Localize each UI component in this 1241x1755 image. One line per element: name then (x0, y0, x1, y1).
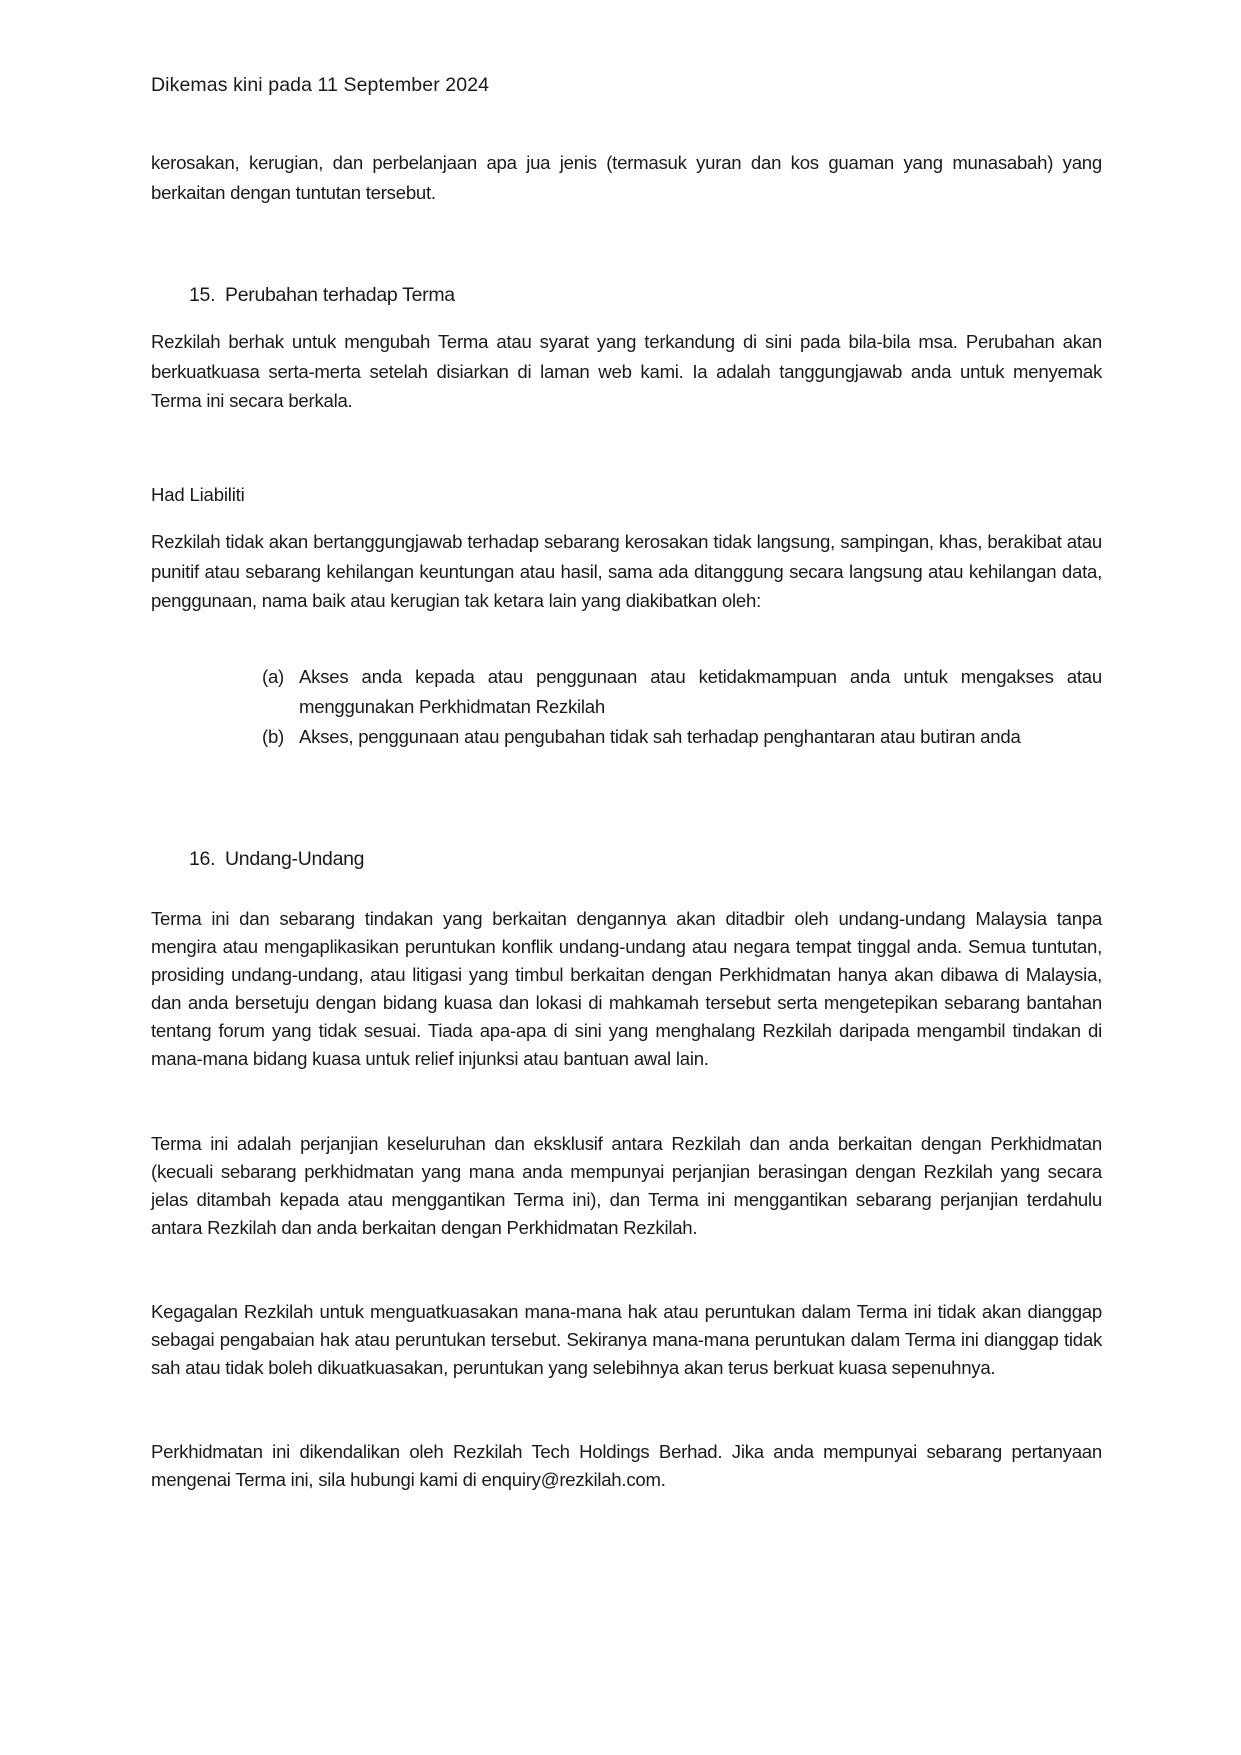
updated-date-header: Dikemas kini pada 11 September 2024 (151, 74, 490, 96)
section-15-heading (189, 284, 455, 307)
list-marker: (a) (262, 666, 284, 687)
liability-body: Rezkilah tidak akan bertanggungjawab terhadap sebarang kerosakan tidak langsung, sampingan, khas, berakibat atau punitif atau sebarang kehilangan keuntungan atau hasil, sama ada ditanggung secara langsung atau kehilangan data, penggunaan, nama baik atau kerugian tak ketara lain yang diakibatkan oleh: (151, 531, 1102, 611)
section-15-title: Perubahan terhadap Terma (225, 284, 455, 306)
section-16-paragraph-3: Kegagalan Rezkilah untuk menguatkuasakan mana-mana hak atau peruntukan dalam Terma ini tidak akan dianggap sebagai pengabaian hak atau peruntukan tersebut. Sekiranya mana-mana peruntukan dalam Terma ini dianggap tidak sah atau tidak boleh dikuatkuasakan, peruntukan yang selebihnya akan terus berkuat kuasa sepenuhnya. (151, 1301, 1102, 1378)
liability-heading: Had Liabiliti (151, 484, 245, 505)
section-16-heading (189, 848, 364, 871)
section-16-paragraph-2: Terma ini adalah perjanjian keseluruhan dan eksklusif antara Rezkilah dan anda berkaitan dengan Perkhidmatan (kecuali sebarang perkhidmatan yang mana anda mempunyai perjanjian berasingan dengan Rezkilah yang secara jelas ditambah kepada atau menggantikan Terma ini), dan Terma ini menggantikan sebarang perjanjian terdahulu antara Rezkilah dan anda berkaitan dengan Perkhidmatan Rezkilah. (151, 1133, 1102, 1238)
section-15-body: Rezkilah berhak untuk mengubah Terma atau syarat yang terkandung di sini pada bila-bila msa. Perubahan akan berkuatkuasa serta-merta setelah disiarkan di laman web kami. Ia adalah tanggungjawab anda untuk menyemak Terma ini secara berkala. (151, 331, 1102, 411)
list-marker: (b) (262, 726, 284, 747)
section-16-paragraph-4: Perkhidmatan ini dikendalikan oleh Rezkilah Tech Holdings Berhad. Jika anda mempunyai sebarang pertanyaan mengenai Terma ini, sila hubungi kami di enquiry@rezkilah.com. (151, 1441, 1102, 1490)
section-16-paragraph-1: Terma ini dan sebarang tindakan yang berkaitan dengannya akan ditadbir oleh undang-undang Malaysia tanpa mengira atau mengaplikasikan peruntukan konflik undang-undang atau negara tempat tinggal anda. Semua tuntutan, prosiding undang-undang, atau litigasi yang timbul berkaitan dengan Perkhidmatan hanya akan dibawa di Malaysia, dan anda bersetuju dengan bidang kuasa dan lokasi di mahkamah tersebut serta mengetepikan sebarang bantahan tentang forum yang tidak sesuai. Tiada apa-apa di sini yang menghalang Rezkilah daripada mengambil tindakan di mana-mana bidang kuasa untuk relief injunksi atau bantuan awal lain. (151, 908, 1102, 1069)
section-16-number: 16. (189, 848, 216, 870)
section-15-number: 15. (189, 284, 216, 306)
liability-list (262, 662, 1102, 752)
continuation-paragraph: kerosakan, kerugian, dan perbelanjaan apa jua jenis (termasuk yuran dan kos guaman yang munasabah) yang berkaitan dengan tuntutan tersebut. (151, 152, 1102, 203)
section-16-title: Undang-Undang (225, 848, 365, 870)
list-text: Akses anda kepada atau penggunaan atau ketidakmampuan anda untuk mengakses atau menggunakan Perkhidmatan Rezkilah (299, 666, 1102, 717)
list-item (262, 662, 1102, 722)
list-text: Akses, penggunaan atau pengubahan tidak sah terhadap penghantaran atau butiran anda (299, 726, 1021, 747)
list-item (262, 722, 1102, 752)
